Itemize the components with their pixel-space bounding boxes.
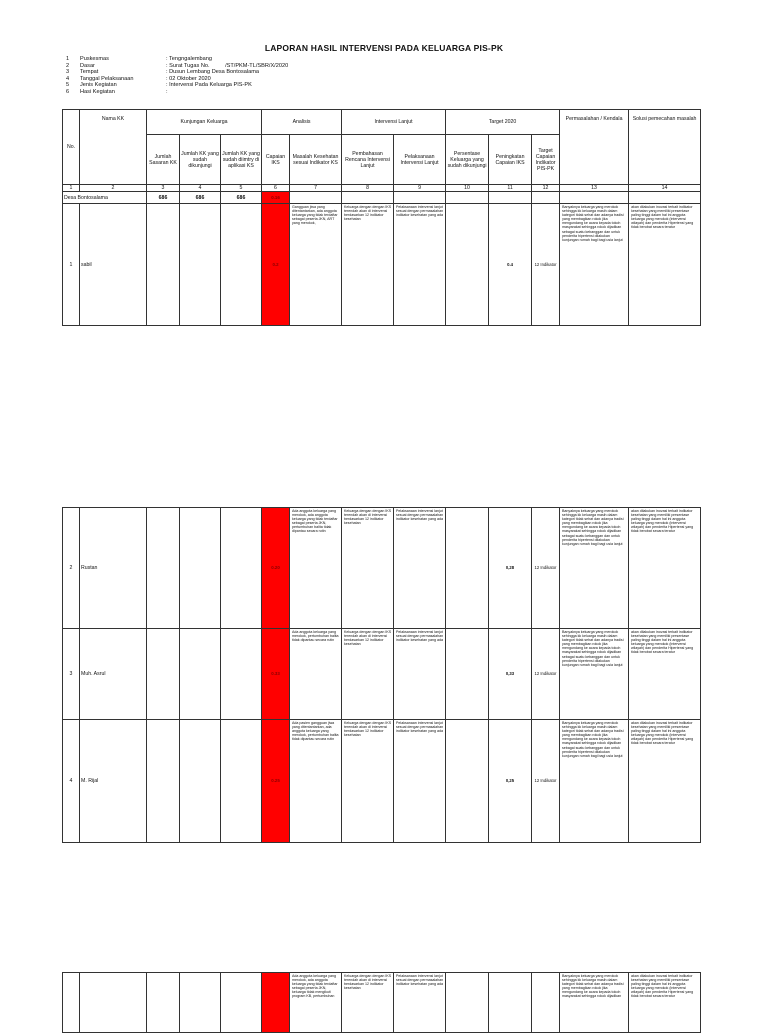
column-number: 14: [629, 185, 701, 192]
row-diimtry: [221, 508, 262, 629]
meta-number: 6: [66, 88, 70, 95]
meta-label: Tempat: [80, 69, 99, 76]
report-title: LAPORAN HASIL INTERVENSI PADA KELUARGA PIS-PK: [264, 43, 504, 53]
row-persentase: [446, 508, 489, 629]
data-table-segment: [62, 507, 701, 629]
meta-value: :: [166, 88, 168, 95]
row-dikunjungi: [180, 629, 221, 720]
row-nama-kk: Muh. Asrul: [80, 629, 147, 720]
header-jumlah-sasaran: Jumlah Sasaran KK: [147, 135, 180, 185]
row-pembahasan: Keluarga dengan dengan IKS terendah akan di intervensi berdasarkan 12 indikator kesehatan: [342, 720, 394, 843]
row-solusi: akan dilakukan inovasi terkait indikator kesehatan yang memiliki presentase paling tinggi dalam hal ini anggota keluarga yang merokok (intervensi wilayah) dan penderita Hipertensi yang tidak berobat secara teratur: [629, 508, 701, 629]
row-dikunjungi: [180, 508, 221, 629]
header-capaian-iks: Capaian IKS: [262, 135, 290, 185]
row-target: 12 Indikator: [532, 508, 560, 629]
row-target: 12 Indikator: [532, 204, 560, 326]
row-sasaran: [147, 508, 180, 629]
row-capaian-iks: 0.25: [262, 720, 290, 843]
data-table-segment: [62, 628, 701, 720]
main-table: [62, 109, 701, 326]
row-no: 3: [63, 629, 80, 720]
desa-name: Desa Bontosalama: [63, 192, 147, 204]
row-kendala: Banyaknya keluarga yang merokok sehingga kk keluarga masih dalam kategori tidak sehat dan adanya tradisi yang membagikan rokok jika mengundang ke acara kepada tokoh masyarakat sehingga rokok dijadikan: [560, 973, 629, 1033]
row-diimtry: [221, 204, 262, 326]
meta-label: Hasi Kegiatan: [80, 88, 115, 95]
row-diimtry: [221, 629, 262, 720]
column-number: 5: [221, 185, 262, 192]
meta-value: : Intervensi Pada Keluarga PIS-PK: [166, 82, 252, 89]
column-number: 4: [180, 185, 221, 192]
header-analisis: Analisis: [262, 110, 342, 135]
row-pelaksanaan: Pelaksanaan intervensi lanjut sesuai dengan permasalahan indikator kesehatan yang ada: [394, 973, 446, 1033]
row-masalah: Ada anggota keluarga yang merokok, ada anggota keluarga yang tidak terdaftar sebagai peserta JKN, keluarga tidak mengikuti program KB, pertumbuhan: [290, 973, 342, 1033]
header-pelaksanaan: Pelaksanaan Intervensi Lanjut: [394, 135, 446, 185]
row-peningkatan: 0,25: [489, 720, 532, 843]
header-jumlah-diimtry: Jumlah KK yang sudah diimtry di aplikasi KS: [221, 135, 262, 185]
row-pelaksanaan: Pelaksanaan intervensi lanjut sesuai dengan permasalahan indikator kesehatan yang ada: [394, 204, 446, 326]
meta-number: 5: [66, 82, 70, 89]
desa-iks: 0.16: [262, 192, 290, 204]
meta-value: : Dusun Lembang Desa Bontosalama: [166, 69, 259, 76]
desa-row: [63, 192, 701, 204]
header-target: Target 2020: [446, 110, 560, 135]
column-number: 12: [532, 185, 560, 192]
column-number: 6: [262, 185, 290, 192]
column-number: 1: [63, 185, 80, 192]
row-pembahasan: Keluarga dengan dengan IKS terendah akan di intervensi berdasarkan 12 indikator kesehatan: [342, 973, 394, 1033]
meta-row: [66, 76, 288, 83]
row-dikunjungi: [180, 720, 221, 843]
row-no: 1: [63, 204, 80, 326]
row-solusi: akan dilakukan inovasi terkait indikator kesehatan yang memiliki presentase paling tinggi dalam hal ini anggota keluarga yang merokok (intervensi wilayah) dan penderita Hipertensi yang tidak berobat secara teratur: [629, 973, 701, 1033]
meta-value: : Surat Tugas No. /ST/PKM-TL/SBR/X/2020: [166, 62, 289, 69]
row-capaian-iks: 0.33: [262, 629, 290, 720]
row-nama-kk: sabil: [80, 204, 147, 326]
header-persentase: Persentase Keluarga yang sudah dikunjungi: [446, 135, 489, 185]
column-number: 11: [489, 185, 532, 192]
header-target-capaian: Target Capaian Indikator PIS-PK: [532, 135, 560, 185]
meta-row: [66, 56, 288, 63]
row-masalah: Ada pasien gangguan jiwa yang ditentantarkan, ada anggota keluarga yang merokok, pertumbuhan balita tidak dipantau secara rutin: [290, 720, 342, 843]
data-table-segment: [62, 719, 701, 843]
row-persentase: [446, 629, 489, 720]
meta-value: : 02 Oktober 2020: [166, 75, 211, 82]
meta-label: Tanggal Pelaksanaan: [80, 75, 134, 82]
row-no: 4: [63, 720, 80, 843]
row-persentase: [446, 720, 489, 843]
meta-number: 3: [66, 69, 70, 76]
column-number: 8: [342, 185, 394, 192]
row-capaian-iks: 0.2: [262, 204, 290, 326]
header-solusi: Solusi pemecahan masalah: [629, 110, 701, 185]
row-peningkatan: 0,33: [489, 629, 532, 720]
desa-dikunjungi: 686: [180, 192, 221, 204]
row-diimtry: [221, 720, 262, 843]
desa-diimtry: 686: [221, 192, 262, 204]
row-nama-kk: M. Rijal: [80, 720, 147, 843]
row-kendala: Banyaknya keluarga yang merokok sehingga kk keluarga masih dalam kategori tidak sehat dan adanya tradisi yang membagikan rokok jika mengundang ke acara kepada tokoh masyarakat sehingga rokok dijadikan sebagai suatu kebanggan dan untuk penderita hipertensi dilakukan kunjungan rumah bagi bagi usia lanjut: [560, 508, 629, 629]
header-intervensi: Intervensi Lanjut: [342, 110, 446, 135]
table-row: [63, 629, 701, 720]
header-no: No.: [63, 110, 80, 185]
row-solusi: akan dilakukan inovasi terkait indikator kesehatan yang memiliki presentase paling tinggi dalam hal ini anggota keluarga yang merokok (intervensi wilayah) dan penderita Hipertensi yang tidak berobat secara teratur: [629, 204, 701, 326]
column-number: 7: [290, 185, 342, 192]
row-pembahasan: Keluarga dengan dengan IKS terendah akan di intervensi berdasarkan 12 indikator kesehatan: [342, 629, 394, 720]
header-nama-kk: Nama KK: [80, 110, 147, 185]
row-nama-kk: Rustan: [80, 508, 147, 629]
row-kendala: Banyaknya keluarga yang merokok sehingga kk keluarga masih dalam kategori tidak sehat dan adanya tradisi yang membagikan rokok jika mengundang ke acara kepada tokoh masyarakat sehingga rokok dijadikan sebagai suatu kebanggan dan untuk penderita hipertensi dilakukan kunjungan rumah bagi bagi usia lanjut: [560, 204, 629, 326]
table-row: [63, 204, 701, 326]
meta-number: 1: [66, 56, 70, 62]
meta-label: Puskesmas: [80, 56, 109, 62]
header-pembahasan: Pembahasan Rencana Intervensi Lanjut: [342, 135, 394, 185]
row-no: 2: [63, 508, 80, 629]
meta-row: [66, 89, 288, 96]
row-capaian-iks: 0.20: [262, 508, 290, 629]
meta-row: [66, 63, 288, 70]
report-meta: [66, 56, 288, 96]
row-pelaksanaan: Pelaksanaan intervensi lanjut sesuai dengan permasalahan indikator kesehatan yang ada: [394, 629, 446, 720]
row-solusi: akan dilakukan inovasi terkait indikator kesehatan yang memiliki presentase paling tinggi dalam hal ini anggota keluarga yang merokok (intervensi wilayah) dan penderita Hipertensi yang tidak berobat secara teratur: [629, 720, 701, 843]
meta-value: : Tengngalembang: [166, 56, 212, 62]
header-jumlah-dikunjungi: Jumlah KK yang sudah dikunjungi: [180, 135, 221, 185]
meta-number: 2: [66, 62, 70, 69]
row-kendala: Banyaknya keluarga yang merokok sehingga kk keluarga masih dalam kategori tidak sehat dan adanya tradisi yang membagikan rokok jika mengundang ke acara kepada tokoh masyarakat sehingga rokok dijadikan sebagai suatu kebanggan dan untuk penderita hipertensi dilakukan kunjungan rumah bagi bagi usia lanjut: [560, 720, 629, 843]
row-target: 12 Indikator: [532, 720, 560, 843]
header-masalah: Masalah Kesehatan sesuai Indikator KS: [290, 135, 342, 185]
row-pembahasan: Keluarga dengan dengan IKS terendah akan di intervensi berdasarkan 12 indikator kesehatan: [342, 508, 394, 629]
header-kunjungan: Kunjungan Keluarga: [147, 110, 262, 135]
row-peningkatan: 0.4: [489, 204, 532, 326]
desa-sasaran: 686: [147, 192, 180, 204]
row-masalah: Ada anggota keluarga yang merokok, ada anggota keluarga yang tidak terdaftar sebagai peserta JKN, pertumbuhan balita tidak dipantau secara rutin: [290, 508, 342, 629]
row-dikunjungi: [180, 204, 221, 326]
meta-row: [66, 82, 288, 89]
row-persentase: [446, 204, 489, 326]
row-sasaran: [147, 629, 180, 720]
meta-label: Dasar: [80, 62, 95, 69]
header-permasalahan: Permasalahan / Kendala: [560, 110, 629, 185]
row-masalah: Gangguan jiwa yang ditentantarkan, ada anggota keluarga yang tidak terdaftar sebagai peserta JKN, ART yang merokok,: [290, 204, 342, 326]
row-sasaran: [147, 204, 180, 326]
row-pelaksanaan: Pelaksanaan intervensi lanjut sesuai dengan permasalahan indikator kesehatan yang ada: [394, 720, 446, 843]
row-masalah: Ada anggota keluarga yang merokok, pertumbuhan balita tidak dipantau secara rutin: [290, 629, 342, 720]
table-row: [63, 508, 701, 629]
meta-row: [66, 69, 288, 76]
column-number-row: [63, 185, 701, 192]
row-kendala: Banyaknya keluarga yang merokok sehingga kk keluarga masih dalam kategori tidak sehat dan adanya tradisi yang membagikan rokok jika mengundang ke acara kepada tokoh masyarakat sehingga rokok dijadikan sebagai suatu kebanggan dan untuk penderita hipertensi dilakukan kunjungan rumah bagi bagi usia lanjut: [560, 629, 629, 720]
row-solusi: akan dilakukan inovasi terkait indikator kesehatan yang memiliki presentase paling tinggi dalam hal ini anggota keluarga yang merokok (intervensi wilayah) dan penderita Hipertensi yang tidak berobat secara teratur: [629, 629, 701, 720]
row-sasaran: [147, 720, 180, 843]
row-peningkatan: 0,28: [489, 508, 532, 629]
row-pembahasan: Keluarga dengan dengan IKS terendah akan di intervensi berdasarkan 12 indikator kesehatan: [342, 204, 394, 326]
row-target: 12 Indikator: [532, 629, 560, 720]
column-number: 9: [394, 185, 446, 192]
column-number: 10: [446, 185, 489, 192]
row-pelaksanaan: Pelaksanaan intervensi lanjut sesuai dengan permasalahan indikator kesehatan yang ada: [394, 508, 446, 629]
column-number: 13: [560, 185, 629, 192]
meta-number: 4: [66, 75, 70, 82]
table-row: [63, 720, 701, 843]
meta-label: Jenis Kegiatan: [80, 82, 117, 89]
column-number: 3: [147, 185, 180, 192]
column-number: 2: [80, 185, 147, 192]
header-peningkatan: Peningkatan Capaian IKS: [489, 135, 532, 185]
